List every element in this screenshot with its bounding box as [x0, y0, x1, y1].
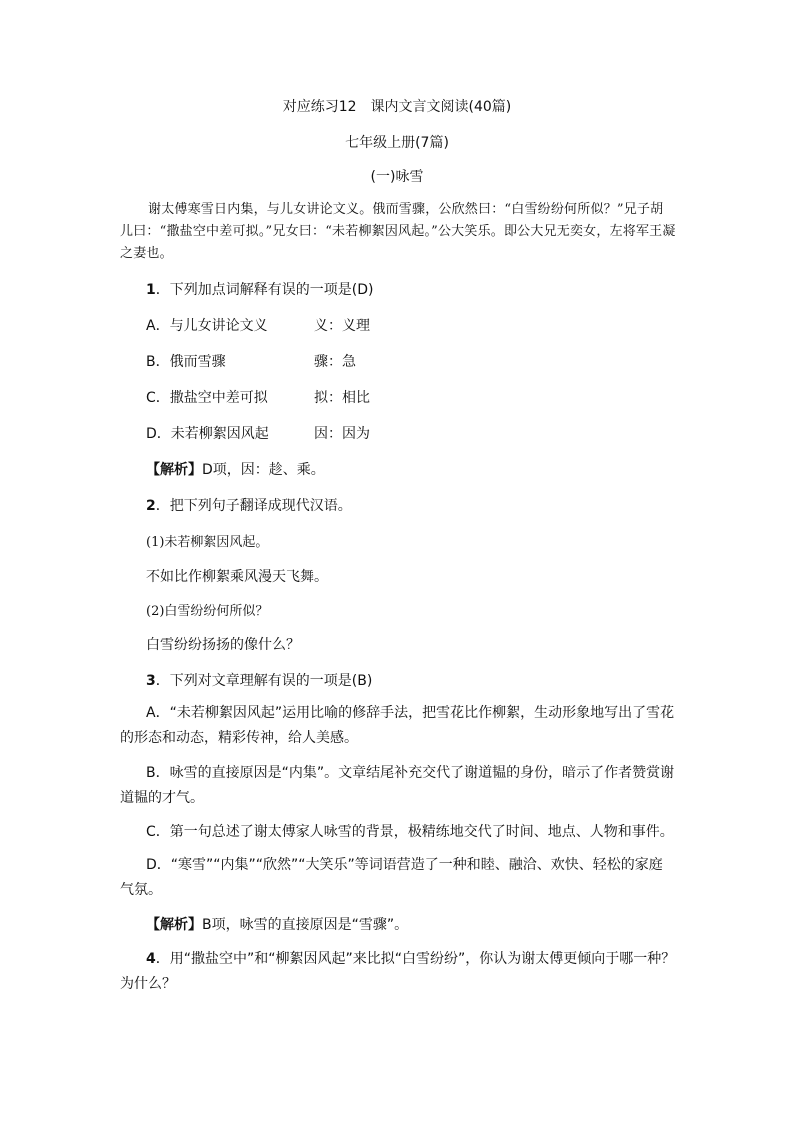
question-text: ．下列对文章理解有误的一项是(B) — [155, 673, 373, 689]
option-meaning: 拟：相比 — [314, 390, 370, 406]
question-number: 2 — [146, 498, 156, 514]
analysis-text: B项，咏雪的直接原因是“雪骤”。 — [202, 917, 409, 933]
option-meaning: 骤：急 — [314, 354, 356, 370]
question-2 — [146, 495, 352, 515]
option-text: A．与儿女讲论文义 — [146, 318, 268, 334]
q3-option-d: D．“寒雪”“内集”“欣然”“大笑乐”等词语营造了一种和睦、融洽、欢快、轻松的家庭气氛。 — [120, 857, 663, 898]
question-text: ．把下列句子翻译成现代汉语。 — [155, 498, 352, 514]
translation-answer-1: 不如比作柳絮乘风漫天飞舞。 — [146, 569, 328, 585]
translation-item-1: (1)未若柳絮因风起。 — [146, 535, 269, 550]
option-text: D．未若柳絮因风起 — [146, 426, 269, 442]
question-text: ．用“撒盐空中”和“柳絮因风起”来比拟“白雪纷纷”，你认为谢太傅更倾向于哪一种？为什么？ — [120, 951, 676, 992]
option-d — [146, 423, 370, 443]
translation-answer-2: 白雪纷纷扬扬的像什么？ — [146, 637, 300, 653]
analysis-tag: 【解析】 — [146, 917, 202, 933]
option-a — [146, 315, 370, 335]
question-number: 4 — [146, 951, 156, 967]
translation-item-2: (2)白雪纷纷何所似？ — [146, 604, 269, 619]
page-title: 对应练习12 课内文言文阅读(40篇) — [282, 99, 512, 115]
option-text: B．俄而雪骤 — [146, 354, 226, 370]
analysis-tag: 【解析】 — [146, 462, 202, 478]
question-number: 3 — [146, 673, 156, 689]
grade-subtitle: 七年级上册(7篇) — [345, 135, 449, 151]
option-b — [146, 351, 356, 371]
section-title: (一)咏雪 — [370, 169, 424, 185]
question-number: 1 — [146, 282, 156, 298]
analysis-1 — [146, 459, 325, 479]
question-3 — [146, 670, 372, 690]
classical-passage: 谢太傅寒雪日内集，与儿女讲论文义。俄而雪骤，公欣然曰：“白雪纷纷何所似？”兄子胡儿曰：“撒盐空中差可拟。”兄女曰：“未若柳絮因风起。”公大笑乐。即公大兄无奕女，左将军王凝之妻也。 — [120, 202, 676, 261]
option-text: C．撒盐空中差可拟 — [146, 390, 268, 406]
option-meaning: 义：义理 — [314, 318, 370, 334]
option-meaning: 因：因为 — [314, 426, 370, 442]
q3-option-c: C．第一句总述了谢太傅家人咏雪的背景，极精练地交代了时间、地点、人物和事件。 — [146, 824, 674, 840]
q3-option-b: B．咏雪的直接原因是“内集”。文章结尾补充交代了谢道韫的身份，暗示了作者赞赏谢道韫的才气。 — [120, 765, 675, 806]
question-4 — [120, 947, 676, 997]
question-text: ．下列加点词解释有误的一项是(D) — [155, 282, 374, 298]
question-1 — [146, 279, 373, 299]
q3-option-a: A．“未若柳絮因风起”运用比喻的修辞手法，把雪花比作柳絮，生动形象地写出了雪花的形态和动态，精彩传神，给人美感。 — [120, 705, 675, 746]
analysis-text: D项，因：趁、乘。 — [202, 462, 325, 478]
analysis-3 — [146, 914, 408, 934]
option-c — [146, 387, 370, 407]
